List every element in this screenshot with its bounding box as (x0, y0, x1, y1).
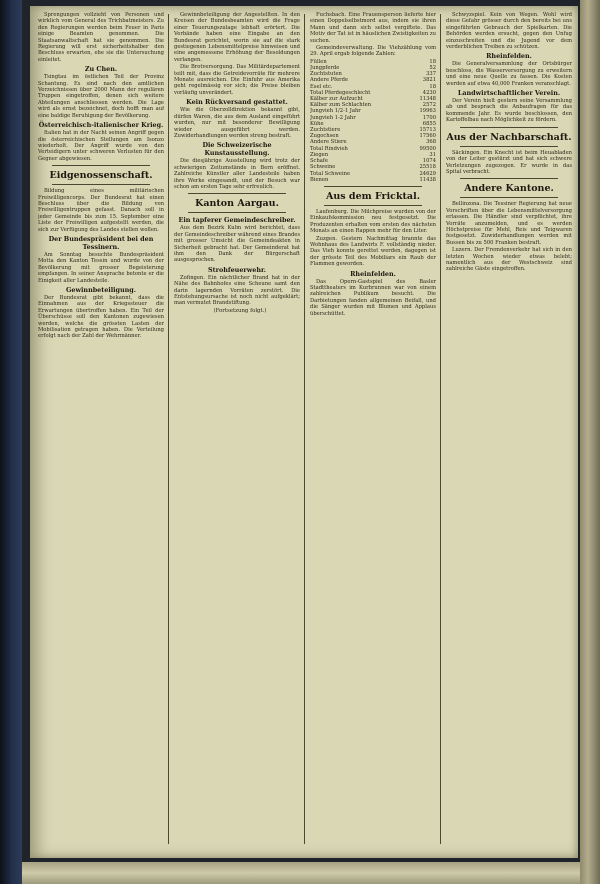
article-text: Sprengungen vollzieht von Personen und wirklich vom General des Trichbatmeisters. Zu den Regierungen werden beim Feuer in Paris einige Beamten genommen. Die Staatsanwaltschaft hat sie genommen. Die Regierung will erst sicherheitshalber den Beschluss erwarten, ehe sie die Untersuchung einleitet. (38, 12, 164, 63)
divider (188, 212, 286, 213)
column-rule (440, 14, 441, 844)
table-cell-label: Total Pferdegeschlecht (310, 89, 371, 96)
table-cell-value: 24629 (419, 170, 436, 177)
article-text: Am Sonntag besuchte Bundespräsident Motta den Kanton Tessin und wurde von der Bevölkerung mit grosser Begeisterung empfangen. In seiner Ansprache betonte er die Einigkeit aller Landesteile. (38, 251, 164, 284)
table-cell-label: Jungvieh 1/2-1 Jahr (310, 108, 361, 115)
table-cell-value: 18 (429, 83, 436, 90)
article-text: Säckingen. Ein Knecht ist beim Heuabladen von der Leiter gestürzt und hat sich schwere Verletzungen zugezogen. Er wurde in das Spital verbracht. (446, 149, 572, 175)
table-cell-value: 337 (426, 71, 436, 78)
article-text: Bildung eines militärischen Freiwilligencorps. Der Bundesrat hat einen Beschluss über die Bildung von Freiwilligentruppen gefasst. Danach soll in jeder Gemeinde bis zum 15. September eine Liste der Freiwilligen aufgestellt werden, die sich zur Verfügung des Landes stellen wollen. (38, 188, 164, 233)
section-heading: Eidgenossenschaft. (49, 170, 153, 182)
newspaper-page (30, 6, 578, 858)
table-cell-label: Jungvieh 1-2 Jahr (310, 114, 356, 121)
article-text: Schwyzspiel. Kein von Wegen. Wohl wird diese Gefahr grösser durch den bereits bei uns eingeführten Gebrauch der Spielkarten. Die Behörden werden ersucht, gegen den Unfug einzuschreiten und die Jugend vor dem verderblichen Treiben zu schützen. (446, 12, 572, 51)
article-heading: Landwirtschaftlicher Verein. (457, 89, 561, 98)
table-cell-label: Andere Pferde (310, 77, 349, 84)
book-bottom-edge (22, 862, 580, 884)
table-cell-value: 31 (429, 151, 436, 158)
table-cell-label: Zuchtstiere (310, 127, 341, 134)
article-text: Die diesjährige Ausstellung wird trotz der schwierigen Zeitumstände in Bern eröffnet. Zahlreiche Künstler aller Landesteile haben ihre Werke eingesandt, und der Besuch war schon am ersten Tage sehr erfreulich. (174, 158, 300, 190)
divider (324, 205, 422, 206)
article-text: Italien hat in der Nacht seinen Angriff gegen die österreichischen Stellungen am Isonzo wiederholt. Der Angriff wurde von den Verteidigern unter schweren Verlusten für den Gegner abgewiesen. (38, 130, 164, 162)
table-cell-label: Kälber zum Schlachten (310, 102, 372, 109)
table-cell-value: 3821 (422, 77, 436, 84)
table-cell-label: Kühe (310, 120, 324, 127)
table-cell-value: 52 (429, 65, 436, 72)
table-cell-value: 19963 (419, 108, 436, 115)
article-text: Aus dem Bezirk Kulm wird berichtet, dass der Gemeindeschreiber während eines Brandes mit grosser Umsicht die Gemeindeakten in Sicherheit gebracht hat. Der Gemeinderat hat ihm den Dank der Bürgerschaft ausgesprochen. (174, 225, 300, 264)
table-cell-value: 2572 (422, 102, 436, 109)
article-heading: Der Bundespräsident bei den Tessinern. (48, 234, 154, 251)
table-cell-value: 25518 (419, 164, 436, 171)
table-cell-value: 99500 (419, 145, 436, 152)
article-heading: Kein Rückversand gestattet. (186, 98, 288, 107)
article-text: Tsingtau im östlichen Teil der Provinz Schantung. Es sind nach den amtlichen Verzeichnissen über 2000 Mann der regulären Truppen eingetroffen, denen sich weitere Abteilungen anschliessen werden. Die Lage wird als ernst bezeichnet, doch hofft man auf eine baldige Beruhigung der Bevölkerung. (38, 74, 164, 119)
article-text: Laufenburg. Die Milchpreise wurden von der Einkaufskommission neu festgesetzt. Die Produzenten erhalten vom ersten des nächsten Monats an einen Rappen mehr für den Liter. (310, 208, 436, 235)
table-cell-label: Total Schweine (310, 170, 351, 177)
section-heading: Aus der Nachbarschaft. (446, 131, 572, 143)
article-text: Gewinnbeteiligung der Angestellten. In den Kreisen der Bundesbeamten wird die Frage einer Teuerungszulage lebhaft erörtert. Die Verbände haben eine Eingabe an den Bundesrat gerichtet, worin sie auf die stark gestiegenen Lebensmittelpreise hinweisen und eine angemessene Erhöhung der Besoldungen verlangen. (174, 12, 300, 63)
table-cell-label: Jungpferde (310, 65, 340, 72)
table-cell-label: Schafe (310, 158, 328, 165)
column-rule (168, 14, 169, 844)
article-text: Zofingen. Ein nächtlicher Brand hat in der Nähe des Bahnhofes eine Scheune samt den darin lagernden Vorräten zerstört. Die Entstehungsursache ist noch nicht aufgeklärt; man vermutet Brandstiftung. (174, 274, 300, 307)
article-text: Die Generalversammlung der Ortsbürger beschloss, die Wasserversorgung zu erweitern und eine neue Quelle zu fassen. Die Kosten werden auf etwa 40,000 Franken veranschlagt. (446, 61, 572, 87)
table-cell-value: 17560 (419, 133, 436, 140)
article-heading: Strohfeuerwehr. (208, 265, 266, 274)
column-1 (38, 12, 164, 848)
table-title: Gemeindeverwaltung. Die Viehzählung vom 29. April ergab folgende Zahlen: (310, 45, 436, 58)
section-heading: Kanton Aargau. (195, 198, 279, 210)
column-2 (174, 12, 300, 848)
divider (460, 178, 558, 179)
table-cell-value: 11438 (419, 176, 436, 183)
table-cell-label: Zuchtstuten (310, 71, 342, 78)
table-cell-label: Esel etc. (310, 83, 333, 90)
article-text: Das Opern-Gastspiel des Basler Stadttheaters im Kurbrunnen war von einem zahlreichen Publikum besucht. Die Darbietungen fanden allgemeinen Beifall, und die Sänger wurden mit Blumen und Applaus überschüttet. (310, 278, 436, 317)
livestock-table (310, 59, 436, 183)
table-cell-value: 4230 (422, 89, 436, 96)
table-cell-label: Zugochsen (310, 133, 339, 140)
book-spine (0, 0, 22, 884)
divider (460, 146, 558, 147)
column-rule (304, 14, 305, 844)
article-text: Der Bundesrat gibt bekannt, dass die Einnahmen aus der Kriegssteuer die Erwartungen übertroffen haben. Ein Teil der Überschüsse soll den Kantonen zugewiesen werden, welche die grössten Lasten der Mobilisation getragen haben. Die Verteilung erfolgt nach der Zahl der Wehrmänner. (38, 295, 164, 340)
table-cell-value: 18 (429, 58, 436, 65)
article-text: Luzern. Der Fremdenverkehr hat sich in den letzten Wochen wieder etwas belebt; namentlich aus der Westschweiz sind zahlreiche Gäste eingetroffen. (446, 247, 572, 273)
divider (52, 184, 150, 185)
divider (324, 186, 422, 187)
article-text: Bellinzona. Die Tessiner Regierung hat neue Vorschriften über die Lebensmittelversorgung erlassen. Die Händler sind verpflichtet, ihre Vorräte anzumelden, und es werden Höchstpreise für Mehl, Reis und Teigwaren festgesetzt. Zuwiderhandlungen werden mit Bussen bis zu 500 Franken bestraft. (446, 201, 572, 246)
table-cell-value: 1074 (422, 158, 436, 165)
table-cell-label: Andere Stiere (310, 139, 347, 146)
table-cell-label: Füllen (310, 58, 327, 65)
divider (52, 165, 150, 166)
table-cell-value: 6855 (422, 120, 436, 127)
article-heading: Gewinnbeteiligung. (65, 286, 137, 294)
table-cell-label: Schweine (310, 164, 336, 171)
table-cell-label: Bienen (310, 176, 329, 183)
article-heading: Die Schweizerische Kunstausstellung. (202, 141, 272, 158)
article-text: Fuchsbach. Eine Frauensperson lieferte hier einen Doppelselbstmord aus, indem sie ihren Mann und dann sich selbst vergiftete. Das Motiv der Tat ist in häuslichen Zwistigkeiten zu suchen. (310, 12, 436, 44)
table-cell-value: 15713 (419, 127, 436, 134)
table-row (310, 177, 436, 183)
article-text: Der Verein hielt gestern seine Versammlung ab und besprach die Anbaufragen für das kommende Jahr. Es wurde beschlossen, den Kartoffelbau nach Möglichkeit zu fördern. (446, 98, 572, 124)
table-cell-value: 11348 (419, 96, 436, 103)
column-3 (310, 12, 436, 848)
divider (188, 193, 286, 194)
article-text: Zuzgen. Gestern Nachmittag brannte das Wohnhaus des Landwirts F. vollständig nieder. Das Vieh konnte gerettet werden, dagegen ist der grösste Teil des Mobiliars ein Raub der Flammen geworden. (310, 235, 436, 268)
divider (460, 127, 558, 128)
article-heading: Zu Chen. (84, 65, 118, 74)
table-cell-value: 1700 (422, 114, 436, 121)
section-heading: Andere Kantone. (464, 183, 554, 195)
article-heading: Österreichisch-italienischer Krieg. (38, 121, 164, 130)
table-cell-label: Ziegen (310, 151, 329, 158)
article-text: Wie die Oberzolldirektion bekannt gibt, dürfen Waren, die aus dem Ausland eingeführt wurden, nur mit besonderer Bewilligung wieder ausgeführt werden. Zuwiderhandlungen werden streng bestraft. (174, 107, 300, 139)
divider (460, 197, 558, 198)
book-page-edges (580, 0, 600, 884)
column-4 (446, 12, 572, 848)
article-text: Die Brotversorgung. Das Militärdepartement teilt mit, dass die Getreidevorräte für mehrere Monate ausreichen. Die Einfuhr aus Amerika geht regelmässig vor sich; die Preise bleiben vorläufig unverändert. (174, 64, 300, 96)
article-heading: Ein tapferer Gemeindeschreiber. (178, 216, 296, 225)
table-cell-label: Kälber zur Aufzucht (310, 96, 363, 103)
continuation-note: (Fortsetzung folgt.) (213, 307, 267, 314)
article-heading: Rheinfelden. (486, 52, 532, 61)
table-cell-value: 368 (426, 139, 436, 146)
section-heading: Aus dem Fricktal. (326, 190, 420, 202)
article-heading: Rheinfelden. (350, 269, 396, 278)
table-cell-label: Total Rindvieh (310, 145, 348, 152)
